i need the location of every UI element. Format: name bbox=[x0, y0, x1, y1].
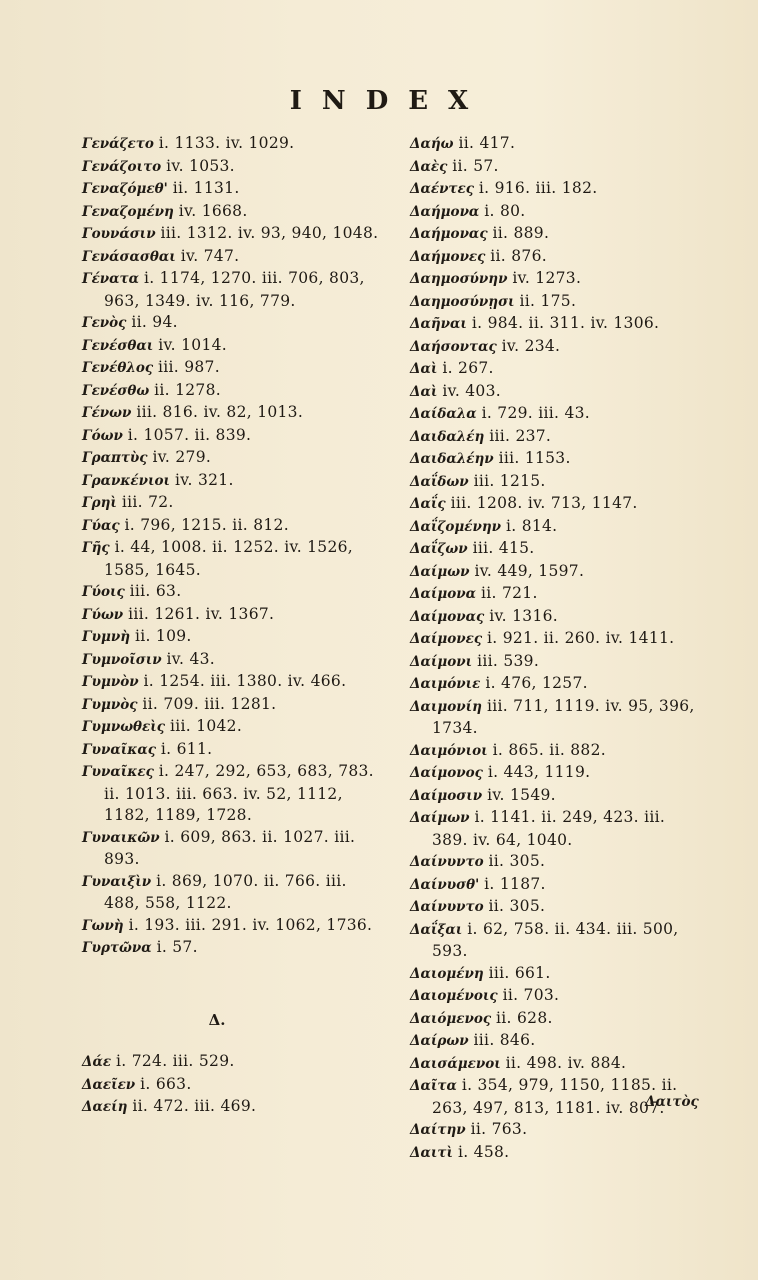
index-references: i. 729. iii. 43. bbox=[481, 404, 591, 422]
index-entry bbox=[410, 246, 705, 269]
index-entry bbox=[410, 561, 705, 584]
index-references: iv. 1316. bbox=[489, 606, 559, 625]
index-headword: Δαίμονες bbox=[410, 631, 483, 647]
index-headword: Δαίμονι bbox=[410, 653, 473, 670]
index-headword: Γένων bbox=[82, 405, 132, 421]
index-references: iii. 1153. bbox=[498, 449, 571, 467]
index-entry bbox=[410, 201, 705, 224]
index-entry bbox=[410, 313, 705, 336]
index-entry bbox=[410, 696, 705, 740]
index-references: i. 443, 1119. bbox=[487, 763, 591, 781]
index-entry bbox=[410, 156, 705, 179]
index-entry bbox=[82, 871, 382, 915]
index-headword: Δαΐς bbox=[410, 496, 446, 512]
index-references: i. 609, 863. ii. 1027. iii. 893. bbox=[104, 827, 356, 868]
index-headword: Δαιομένοις bbox=[410, 988, 498, 1004]
index-headword: Γυναικῶν bbox=[82, 829, 160, 846]
index-entry bbox=[82, 761, 382, 827]
index-references: iii. 1208. iv. 713, 1147. bbox=[450, 494, 638, 512]
index-references: iv. 1668. bbox=[178, 201, 248, 220]
index-headword: Γενάσασθαι bbox=[82, 248, 176, 265]
index-references: i. 865. ii. 882. bbox=[492, 740, 606, 759]
index-headword: Γρηὶ bbox=[82, 495, 117, 511]
index-references: i. 1187. bbox=[484, 874, 546, 893]
index-references: i. 869, 1070. ii. 766. iii. 488, 558, 1122. bbox=[104, 871, 347, 912]
index-entry bbox=[82, 937, 382, 960]
index-entry bbox=[410, 874, 705, 897]
index-headword: Δαὶ bbox=[410, 383, 438, 400]
index-headword: Δαημοσύνῃσι bbox=[410, 293, 515, 310]
index-references: ii. 305. bbox=[488, 852, 546, 870]
index-headword: Δαιμόνιοι bbox=[410, 742, 488, 759]
index-references: i. 354, 979, 1150, 1185. ii. 263, 497, 813, 1181. iv. 807. bbox=[432, 1076, 678, 1117]
index-headword: Γυναῖκες bbox=[82, 764, 154, 780]
index-headword: Δαῆναι bbox=[410, 316, 467, 332]
index-references: iv. 279. bbox=[152, 448, 212, 466]
index-entry bbox=[410, 785, 705, 808]
index-references: iii. 237. bbox=[489, 426, 552, 445]
index-entry bbox=[82, 425, 382, 448]
index-entry bbox=[410, 651, 705, 674]
index-headword: Δαῖτα bbox=[410, 1078, 457, 1094]
index-entry bbox=[410, 471, 705, 494]
index-entry bbox=[410, 673, 705, 696]
index-headword: Γενέσθαι bbox=[82, 337, 154, 354]
index-entry bbox=[410, 1030, 705, 1053]
index-entry bbox=[410, 448, 705, 471]
index-column-right bbox=[410, 133, 705, 1164]
index-references: i. 1057. ii. 839. bbox=[127, 425, 252, 444]
index-headword: Δαίνυσθ' bbox=[410, 876, 480, 893]
index-entry bbox=[410, 919, 705, 963]
index-headword: Γόων bbox=[82, 427, 123, 444]
index-entry bbox=[82, 1074, 382, 1097]
index-entry bbox=[82, 492, 382, 515]
index-entry bbox=[410, 223, 705, 246]
index-references: i. 814. bbox=[505, 516, 558, 535]
index-references: i. 44, 1008. ii. 1252. iv. 1526, 1585, 1645. bbox=[104, 538, 354, 579]
index-references: ii. 1278. bbox=[154, 380, 221, 399]
index-entry bbox=[410, 583, 705, 606]
index-references: ii. 417. bbox=[458, 134, 516, 152]
index-references: i. 916. iii. 182. bbox=[478, 179, 598, 197]
index-headword: Γεναζομένη bbox=[82, 203, 174, 220]
index-headword: Δαήμονας bbox=[410, 226, 488, 242]
index-references: ii. 721. bbox=[480, 584, 538, 602]
index-headword: Γρανκένιοι bbox=[82, 472, 171, 489]
index-headword: Δαΐξαι bbox=[410, 921, 463, 938]
catchword: Δαιτὸς bbox=[645, 1094, 699, 1110]
index-entry bbox=[82, 581, 382, 604]
index-references: i. 724. iii. 529. bbox=[116, 1052, 235, 1070]
index-headword: Δαίμοσιν bbox=[410, 787, 483, 804]
index-entry bbox=[82, 357, 382, 380]
index-entry bbox=[82, 447, 382, 470]
index-headword: Γυμνοῖσιν bbox=[82, 651, 162, 668]
index-references: ii. 175. bbox=[519, 291, 577, 310]
index-headword: Δαίμονα bbox=[410, 586, 477, 602]
index-references: iii. 1312. iv. 93, 940, 1048. bbox=[160, 224, 379, 242]
index-entry bbox=[82, 515, 382, 538]
index-headword: Δαίτην bbox=[410, 1122, 466, 1138]
index-entry bbox=[82, 1051, 382, 1074]
index-entry bbox=[410, 807, 705, 851]
index-entry bbox=[82, 649, 382, 672]
index-references: i. 1141. ii. 249, 423. iii. 389. iv. 64, 1040. bbox=[432, 808, 666, 849]
index-references: iv. 234. bbox=[501, 336, 561, 355]
index-references: i. 267. bbox=[442, 359, 494, 377]
index-references: iii. 846. bbox=[473, 1031, 536, 1049]
index-references: i. 247, 292, 653, 683, 783. ii. 1013. iii. 663. iv. 52, 1112, 1182, 1189, 1728. bbox=[104, 762, 374, 824]
index-headword: Δάε bbox=[82, 1054, 112, 1070]
index-references: i. 1133. iv. 1029. bbox=[158, 134, 295, 152]
index-headword: Δαίμονας bbox=[410, 608, 485, 625]
index-references: i. 984. ii. 311. iv. 1306. bbox=[471, 314, 660, 332]
index-headword: Δαιτὶ bbox=[410, 1144, 454, 1161]
index-entry bbox=[410, 403, 705, 426]
index-entry bbox=[82, 201, 382, 224]
index-references: iv. 321. bbox=[175, 470, 234, 489]
index-entry bbox=[82, 335, 382, 358]
index-headword: Δαίμονος bbox=[410, 765, 483, 781]
index-references: i. 80. bbox=[484, 201, 526, 220]
index-headword: Δαιδαλέη bbox=[410, 428, 485, 445]
index-entry bbox=[410, 426, 705, 449]
index-headword: Γραπτὺς bbox=[82, 450, 148, 466]
index-entry bbox=[410, 1008, 705, 1031]
index-entry bbox=[410, 963, 705, 986]
index-headword: Γενὸς bbox=[82, 315, 127, 331]
index-entry bbox=[410, 381, 705, 404]
index-references: iv. 1549. bbox=[487, 785, 556, 804]
index-headword: Δαήω bbox=[410, 136, 454, 152]
index-headword: Δαήμονα bbox=[410, 203, 480, 220]
index-entry bbox=[82, 246, 382, 269]
index-references: iv. 1053. bbox=[166, 156, 235, 175]
index-headword: Γωνὴ bbox=[82, 917, 124, 934]
index-references: i. 62, 758. ii. 434. iii. 500, 593. bbox=[432, 919, 679, 960]
index-entry bbox=[410, 358, 705, 381]
index-references: ii. 498. iv. 884. bbox=[505, 1053, 627, 1072]
index-entry bbox=[82, 223, 382, 246]
index-headword: Γυμνωθεὶς bbox=[82, 719, 166, 735]
index-headword: Δαήσοντας bbox=[410, 338, 497, 355]
index-references: iii. 987. bbox=[158, 358, 220, 376]
index-entry bbox=[82, 694, 382, 717]
index-headword: Δαιδαλέην bbox=[410, 451, 494, 467]
index-references: ii. 305. bbox=[488, 897, 546, 915]
index-entry bbox=[410, 628, 705, 651]
index-headword: Δαιμονίη bbox=[410, 698, 482, 715]
index-entry bbox=[410, 336, 705, 359]
index-references: ii. 876. bbox=[490, 246, 547, 265]
index-headword: Δαίμων bbox=[410, 810, 470, 826]
index-references: i. 921. ii. 260. iv. 1411. bbox=[487, 629, 675, 647]
index-entry bbox=[82, 716, 382, 739]
index-references: iii. 1042. bbox=[169, 717, 243, 735]
index-references: ii. 472. iii. 469. bbox=[132, 1097, 257, 1115]
index-entry bbox=[82, 739, 382, 762]
index-headword: Δαὶ bbox=[410, 361, 438, 377]
index-column-left bbox=[82, 133, 382, 1119]
index-entry bbox=[82, 156, 382, 179]
index-entry bbox=[82, 402, 382, 425]
index-headword: Δαΐζων bbox=[410, 541, 468, 557]
index-headword: Δαισάμενοι bbox=[410, 1055, 501, 1072]
index-entry bbox=[82, 537, 382, 581]
index-references: iii. 816. iv. 82, 1013. bbox=[136, 403, 304, 421]
index-references: iii. 1215. bbox=[473, 471, 546, 490]
index-headword: Γυναῖκας bbox=[82, 741, 156, 758]
index-entry bbox=[410, 1119, 705, 1142]
index-references: i. 193. iii. 291. iv. 1062, 1736. bbox=[128, 915, 373, 934]
index-headword: Δαιμόνιε bbox=[410, 676, 481, 692]
index-references: i. 458. bbox=[457, 1142, 510, 1161]
index-headword: Γυμνὴ bbox=[82, 629, 131, 645]
index-references: i. 57. bbox=[156, 938, 198, 956]
index-references: iv. 1014. bbox=[158, 335, 227, 354]
index-entry bbox=[410, 740, 705, 763]
index-headword: Γυμνὸς bbox=[82, 696, 138, 713]
section-letter: Δ. bbox=[208, 1010, 226, 1029]
index-references: iv. 403. bbox=[442, 381, 501, 400]
index-references: ii. 703. bbox=[502, 986, 560, 1004]
index-references: i. 796, 1215. ii. 812. bbox=[124, 515, 289, 534]
index-references: i. 1254. iii. 1380. iv. 466. bbox=[143, 672, 347, 690]
index-references: iv. 43. bbox=[166, 649, 216, 668]
index-references: iii. 63. bbox=[129, 582, 182, 600]
index-headword: Δαίμων bbox=[410, 563, 470, 580]
index-entry bbox=[410, 291, 705, 314]
index-headword: Γύων bbox=[82, 606, 124, 623]
index-headword: Γεναζόμεθ' bbox=[82, 181, 168, 197]
index-entry bbox=[410, 516, 705, 539]
index-references: iii. 711, 1119. iv. 95, 396, 1734. bbox=[432, 696, 695, 737]
index-headword: Γενέθλος bbox=[82, 360, 154, 376]
index-entry bbox=[82, 470, 382, 493]
index-headword: Δαίνυντο bbox=[410, 899, 484, 915]
index-headword: Δαίνυντο bbox=[410, 854, 484, 870]
index-headword: Γῆς bbox=[82, 540, 110, 556]
index-entry bbox=[410, 896, 705, 919]
index-references: iii. 415. bbox=[472, 539, 535, 557]
index-headword: Δαιόμενος bbox=[410, 1010, 492, 1027]
index-references: iv. 1273. bbox=[512, 269, 582, 287]
index-headword: Γυναιξὶν bbox=[82, 873, 152, 890]
index-headword: Δαὲς bbox=[410, 158, 448, 175]
index-headword: Γένατα bbox=[82, 271, 140, 287]
index-references: iv. 449, 1597. bbox=[474, 561, 585, 580]
index-entry bbox=[82, 312, 382, 335]
index-entry bbox=[82, 268, 382, 312]
index-entry bbox=[410, 985, 705, 1008]
index-references: i. 611. bbox=[160, 739, 213, 758]
index-headword: Δαημοσύνην bbox=[410, 271, 508, 287]
index-headword: Δαΐδων bbox=[410, 473, 469, 490]
index-entry bbox=[410, 1142, 705, 1165]
index-references: i. 476, 1257. bbox=[485, 674, 588, 692]
index-entry bbox=[82, 604, 382, 627]
index-entry bbox=[410, 178, 705, 201]
index-references: ii. 94. bbox=[131, 313, 178, 331]
index-headword: Δαΐζομένην bbox=[410, 518, 502, 535]
index-entry bbox=[410, 538, 705, 561]
index-entry bbox=[82, 915, 382, 938]
index-headword: Δαήμονες bbox=[410, 248, 486, 265]
index-entry bbox=[410, 606, 705, 629]
index-headword: Γουνάσιν bbox=[82, 226, 156, 242]
index-references: ii. 109. bbox=[134, 627, 192, 645]
index-references: ii. 709. iii. 1281. bbox=[142, 694, 277, 713]
index-entry bbox=[82, 380, 382, 403]
index-headword: Δαείη bbox=[82, 1099, 128, 1115]
index-entry bbox=[410, 133, 705, 156]
index-headword: Δαίδαλα bbox=[410, 406, 477, 422]
index-entry bbox=[410, 268, 705, 291]
index-headword: Γυρτῶνα bbox=[82, 940, 152, 956]
index-entry bbox=[82, 1096, 382, 1119]
index-headword: Γύοις bbox=[82, 584, 125, 600]
index-headword: Γενέσθω bbox=[82, 382, 150, 399]
index-headword: Δαεῖεν bbox=[82, 1076, 136, 1093]
running-head: INDEX bbox=[289, 86, 489, 116]
index-references: iii. 539. bbox=[477, 651, 540, 670]
index-references: iii. 661. bbox=[488, 963, 551, 982]
index-references: iv. 747. bbox=[180, 246, 240, 265]
index-entry bbox=[410, 762, 705, 785]
index-references: ii. 57. bbox=[452, 156, 499, 175]
index-entry bbox=[410, 493, 705, 516]
index-references: i. 1174, 1270. iii. 706, 803, 963, 1349. iv. 116, 779. bbox=[104, 269, 365, 310]
index-references: i. 663. bbox=[140, 1074, 192, 1093]
index-headword: Γύας bbox=[82, 517, 120, 534]
index-entry bbox=[410, 1053, 705, 1076]
index-entry bbox=[82, 178, 382, 201]
index-entry bbox=[82, 626, 382, 649]
index-entry bbox=[410, 851, 705, 874]
index-headword: Γενάζοιτο bbox=[82, 158, 162, 175]
index-references: ii. 763. bbox=[470, 1120, 528, 1138]
index-entry bbox=[82, 827, 382, 871]
index-headword: Γυμνὸν bbox=[82, 674, 139, 690]
index-headword: Δαέντες bbox=[410, 181, 474, 197]
index-entry bbox=[82, 671, 382, 694]
index-entry bbox=[82, 133, 382, 156]
index-headword: Δαίρων bbox=[410, 1033, 469, 1049]
index-headword: Δαιομένη bbox=[410, 965, 484, 982]
index-headword: Γενάζετο bbox=[82, 136, 154, 152]
index-references: ii. 889. bbox=[492, 224, 550, 242]
index-references: ii. 628. bbox=[496, 1008, 553, 1027]
index-references: ii. 1131. bbox=[172, 179, 240, 197]
index-references: iii. 1261. iv. 1367. bbox=[128, 604, 275, 623]
index-references: iii. 72. bbox=[121, 493, 174, 511]
